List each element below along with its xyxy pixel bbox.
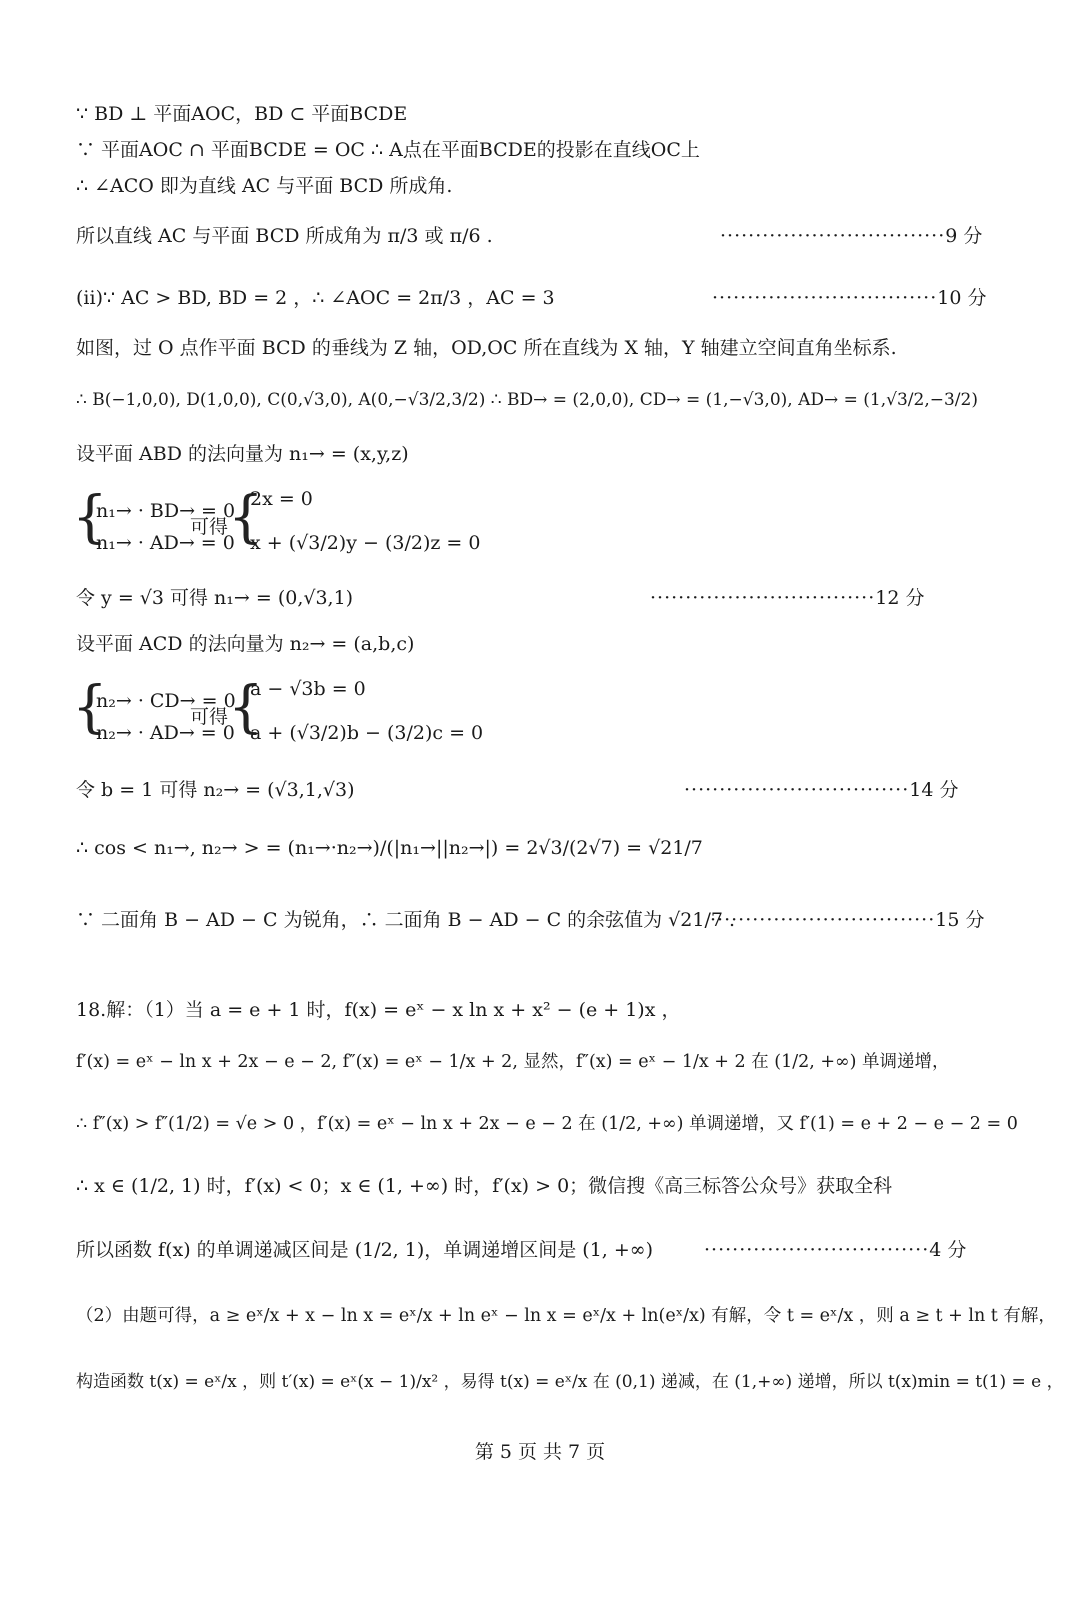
leader-dots: ································ (720, 225, 946, 247)
result-2: x + (√3/2)y − (3/2)z = 0 (250, 532, 481, 554)
proof-line-6: 如图，过 O 点作平面 BCD 的垂线为 Z 轴，OD,OC 所在直线为 X 轴，Y 轴建立空间直角坐标系. (76, 337, 897, 359)
condition-2: n₁→ · AD→ = 0 (96, 532, 235, 554)
proof-line-n1: 令 y = √3 可得 n₁→ = (0,√3,1) (76, 587, 354, 609)
problem-18-line-1: 18.解：（1）当 a = e + 1 时，f(x) = eˣ − x ln x + x² − (e + 1)x ， (76, 999, 681, 1021)
problem-18-line-4: ∴ x ∈ (1/2, 1) 时，f′(x) < 0；x ∈ (1, +∞) 时，f′(x) > 0；微信搜《高三标答公众号》获取全科 (76, 1175, 893, 1197)
coordinates-line: ∴ B(−1,0,0), D(1,0,0), C(0,√3,0), A(0,−√3/2,3/2) ∴ BD→ = (2,0,0), CD→ = (1,−√3,0), AD→ = (1,√3/2,−3/2) (76, 390, 978, 410)
proof-line-1: ∵ BD ⊥ 平面AOC，BD ⊂ 平面BCDE (76, 103, 408, 125)
leader-dots: ································ (650, 587, 876, 609)
result-2: a + (√3/2)b − (3/2)c = 0 (250, 722, 484, 744)
left-brace: { (228, 485, 264, 550)
proof-line-4: 所以直线 AC 与平面 BCD 所成角为 π/3 或 π/6 . (76, 225, 493, 247)
problem-18-line-5: 所以函数 f(x) 的单调递减区间是 (1/2, 1)，单调递增区间是 (1, +∞) (76, 1239, 654, 1261)
leader-dots: ································ (704, 1239, 930, 1261)
score-14: ································14 分 (684, 779, 959, 801)
problem-18-part-2: （2）由题可得，a ≥ eˣ/x + x − ln x = eˣ/x + ln eˣ − ln x = eˣ/x + ln(eˣ/x) 有解，令 t = eˣ/x ，则 a ≥ t + ln t 有解， (76, 1306, 1056, 1326)
score-9: ································9 分 (720, 225, 983, 247)
leader-dots: ································ (712, 287, 938, 309)
normal-vector-abd: 设平面 ABD 的法向量为 n₁→ = (x,y,z) (76, 443, 409, 465)
leader-dots: ································ (710, 909, 936, 931)
result-1: a − √3b = 0 (250, 678, 366, 700)
problem-18-line-2: f′(x) = eˣ − ln x + 2x − e − 2, f″(x) = eˣ − 1/x + 2, 显然，f″(x) = eˣ − 1/x + 2 在 (1/2, +∞) 单调递增， (76, 1052, 950, 1072)
condition-2: n₂→ · AD→ = 0 (96, 722, 235, 744)
score-4: ································4 分 (704, 1239, 967, 1261)
proof-line-n2: 令 b = 1 可得 n₂→ = (√3,1,√3) (76, 779, 355, 801)
connector: 可得 (190, 706, 229, 728)
proof-line-2: ∵ 平面AOC ∩ 平面BCDE = OC ∴ A点在平面BCDE的投影在直线OC上 (76, 139, 700, 161)
conclusion-line: ∵ 二面角 B − AD − C 为锐角，∴ 二面角 B − AD − C 的余弦值为 √21/7 . (76, 909, 736, 931)
condition-1: n₁→ · BD→ = 0 (96, 500, 236, 522)
score-12: ································12 分 (650, 587, 925, 609)
problem-18-part-2-cont: 构造函数 t(x) = eˣ/x ，则 t′(x) = eˣ(x − 1)/x² ，易得 t(x) = eˣ/x 在 (0,1) 递减，在 (1,+∞) 递增，所以 t(x)min = t(1) = e ， (76, 1372, 1064, 1392)
connector: 可得 (190, 516, 229, 538)
proof-line-5: (ii)∵ AC > BD, BD = 2 ，∴ ∠AOC = 2π/3 ，AC = 3 (76, 287, 555, 309)
normal-vector-acd: 设平面 ACD 的法向量为 n₂→ = (a,b,c) (76, 633, 415, 655)
condition-1: n₂→ · CD→ = 0 (96, 690, 236, 712)
proof-line-3: ∴ ∠ACO 即为直线 AC 与平面 BCD 所成角. (76, 175, 453, 197)
page-footer: 第 5 页 共 7 页 (474, 1441, 606, 1463)
result-1: 2x = 0 (250, 488, 313, 510)
leader-dots: ································ (684, 779, 910, 801)
problem-18-line-3: ∴ f″(x) > f″(1/2) = √e > 0 ，f′(x) = eˣ − ln x + 2x − e − 2 在 (1/2, +∞) 单调递增，又 f′(1) = e + 2 − e − 2 = 0 (76, 1114, 1018, 1134)
left-brace: { (72, 485, 108, 550)
left-brace: { (72, 675, 108, 740)
score-15: ································15 分 (710, 909, 985, 931)
cosine-line: ∴ cos < n₁→, n₂→ > = (n₁→·n₂→)/(|n₁→||n₂→|) = 2√3/(2√7) = √21/7 (76, 837, 703, 859)
score-10: ································10 分 (712, 287, 987, 309)
left-brace: { (228, 675, 264, 740)
